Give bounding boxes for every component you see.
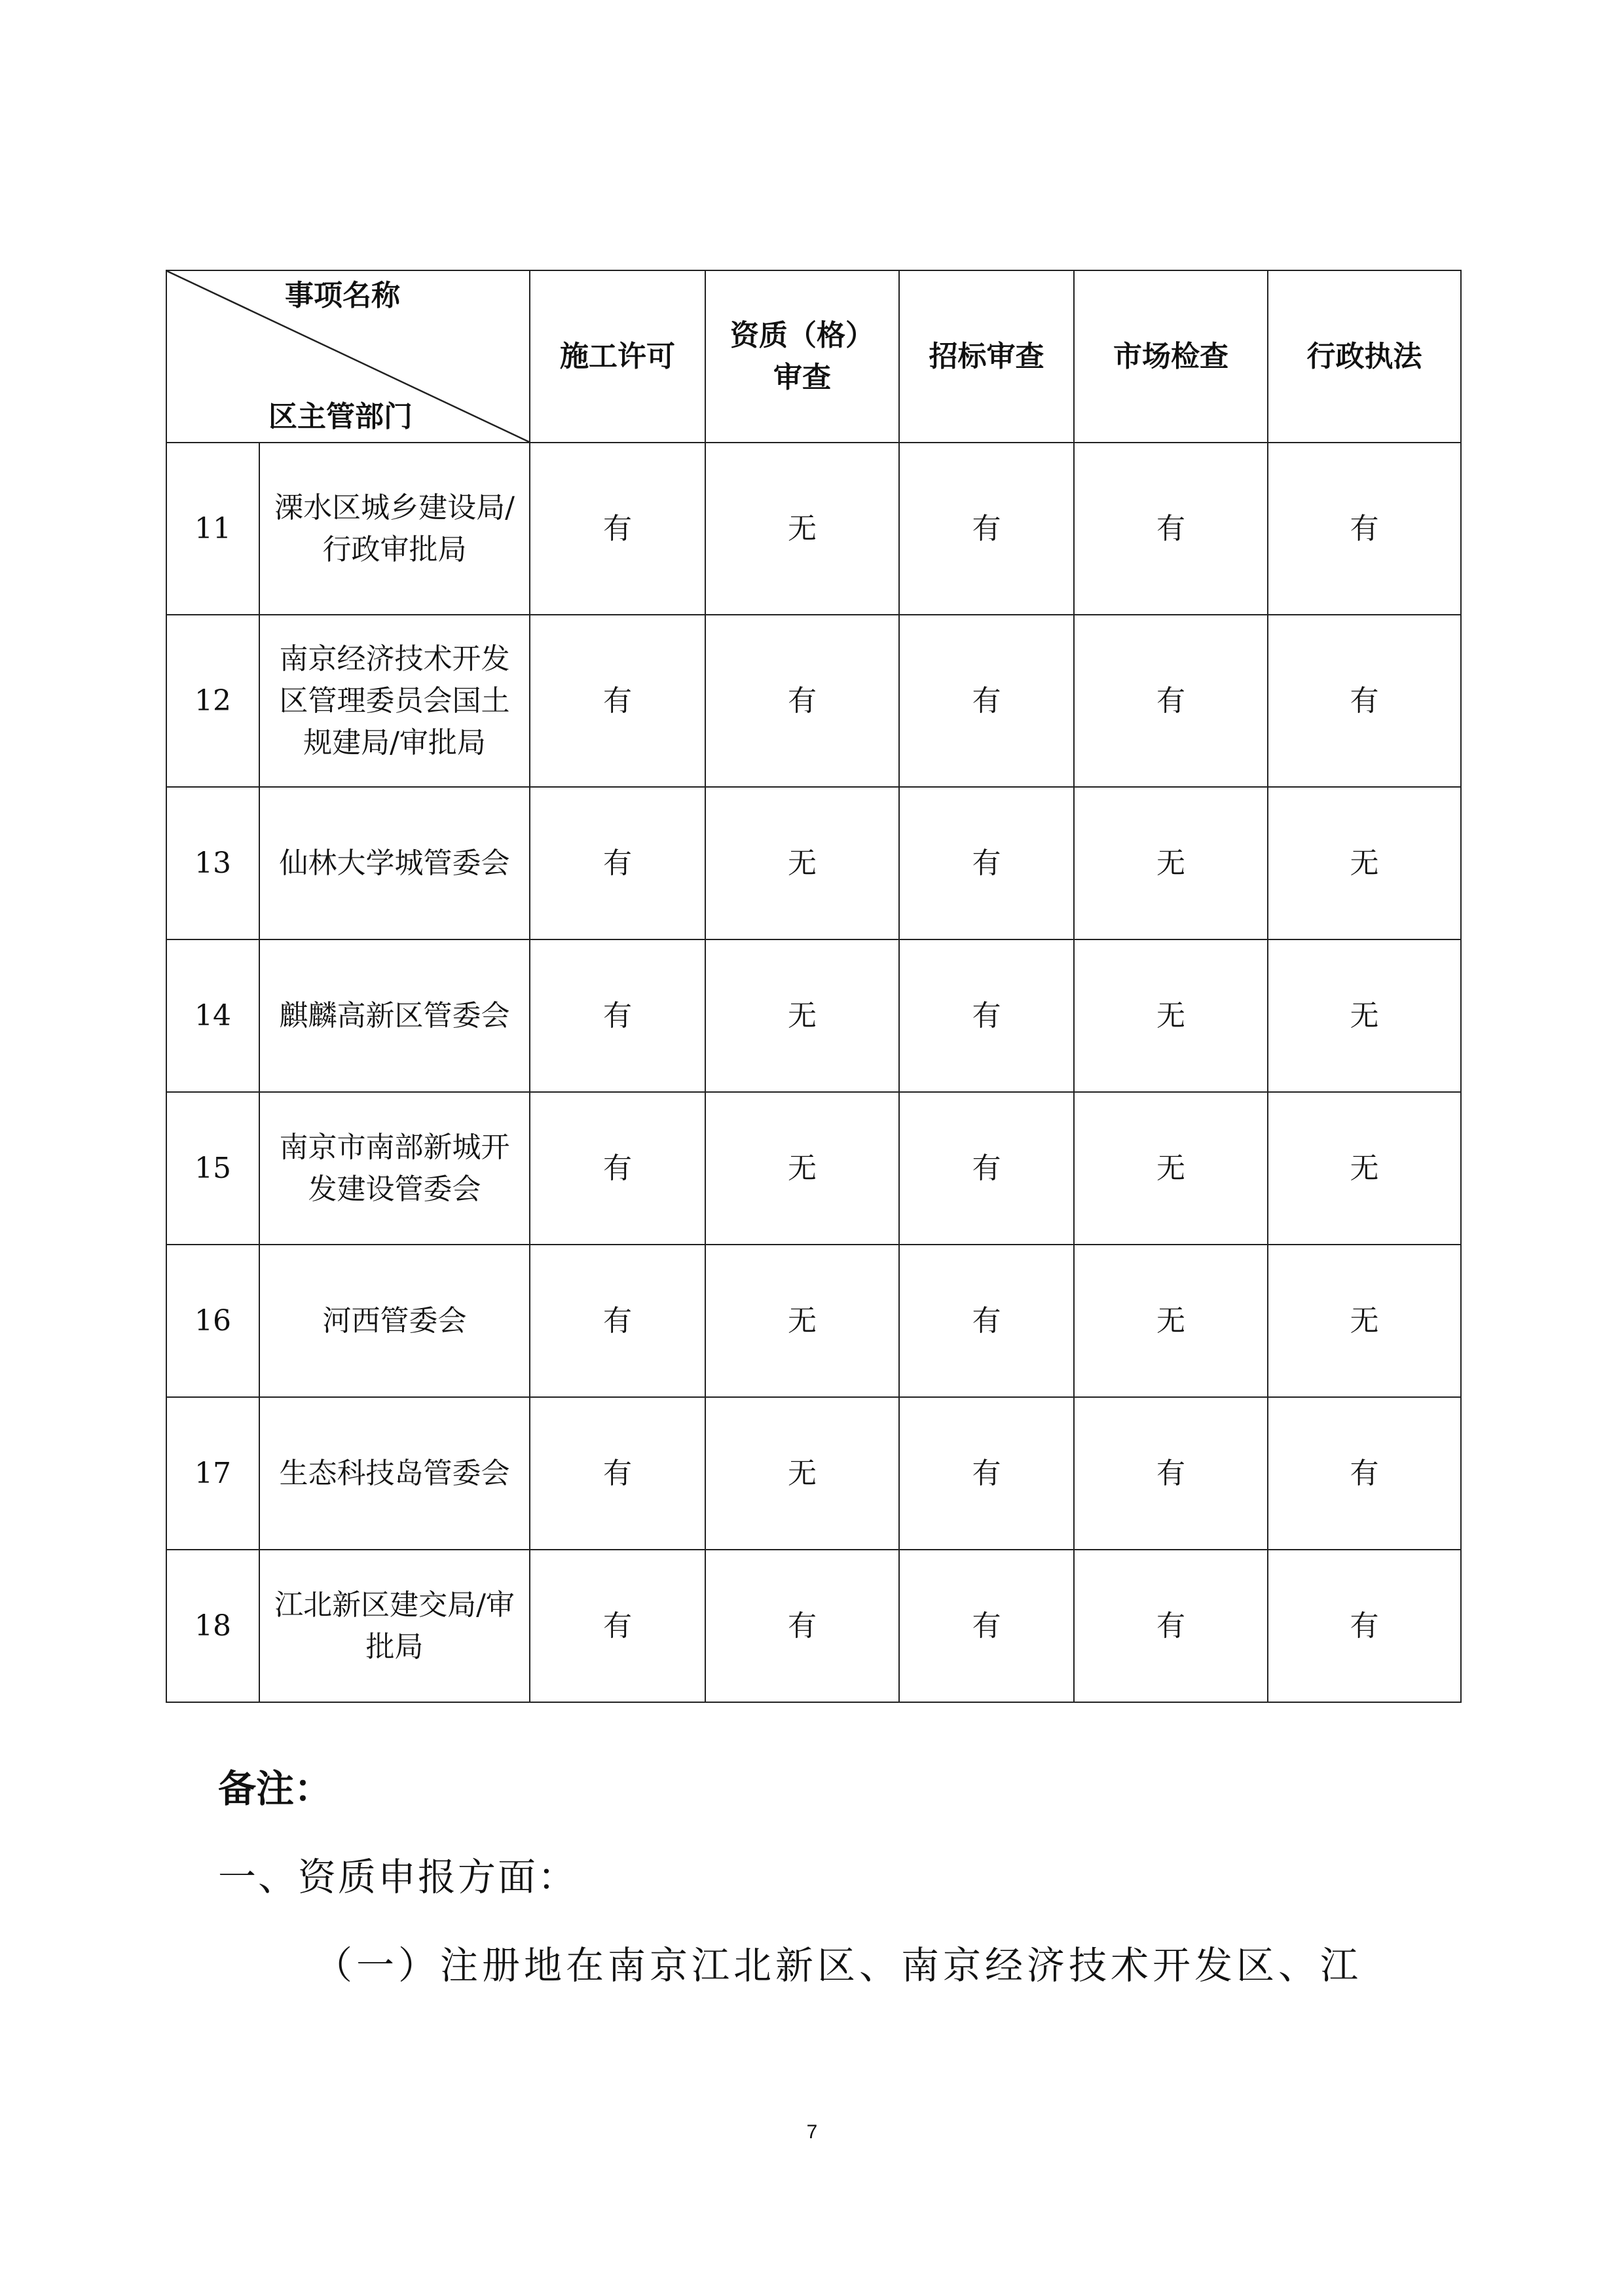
table-header-row [166, 270, 1461, 443]
value-cell: 无 [1074, 939, 1268, 1092]
table-row [166, 1092, 1461, 1245]
table-row [166, 443, 1461, 615]
corner-header-top: 事项名称 [285, 279, 400, 312]
value-cell: 无 [1074, 787, 1268, 939]
table-row [166, 1550, 1461, 1702]
value-cell: 有 [530, 1245, 705, 1397]
value-cell: 无 [1268, 939, 1461, 1092]
value-cell: 有 [899, 615, 1074, 787]
authority-table [166, 270, 1462, 1703]
table-row [166, 1245, 1461, 1397]
value-cell: 有 [705, 1550, 899, 1702]
value-cell: 有 [1268, 443, 1461, 615]
value-cell: 无 [705, 787, 899, 939]
department-cell: 生态科技岛管委会 [259, 1397, 530, 1550]
value-cell: 无 [1268, 787, 1461, 939]
value-cell: 有 [530, 615, 705, 787]
row-number-cell: 18 [166, 1550, 259, 1702]
value-cell: 有 [899, 443, 1074, 615]
row-number-cell: 11 [166, 443, 259, 615]
department-cell: 南京经济技术开发区管理委员会国土规建局/审批局 [259, 615, 530, 787]
value-cell: 无 [1268, 1245, 1461, 1397]
value-cell: 有 [1074, 443, 1268, 615]
value-cell: 有 [899, 939, 1074, 1092]
value-cell: 无 [705, 1397, 899, 1550]
page-number: 7 [806, 2121, 818, 2143]
value-cell: 有 [530, 787, 705, 939]
row-number-cell: 12 [166, 615, 259, 787]
value-cell: 有 [899, 1092, 1074, 1245]
value-cell: 有 [899, 1245, 1074, 1397]
value-cell: 有 [1268, 615, 1461, 787]
value-cell: 无 [705, 939, 899, 1092]
value-cell: 有 [530, 939, 705, 1092]
column-header [705, 270, 899, 443]
value-cell: 无 [705, 1245, 899, 1397]
corner-header-cell [166, 270, 530, 443]
value-cell: 有 [899, 1397, 1074, 1550]
value-cell: 有 [899, 787, 1074, 939]
value-cell: 有 [1074, 1550, 1268, 1702]
value-cell: 有 [705, 615, 899, 787]
column-header: 市场检查 [1074, 270, 1268, 443]
value-cell: 有 [530, 1550, 705, 1702]
value-cell: 无 [1268, 1092, 1461, 1245]
department-cell: 河西管委会 [259, 1245, 530, 1397]
value-cell: 无 [1074, 1092, 1268, 1245]
department-cell: 江北新区建交局/审批局 [259, 1550, 530, 1702]
corner-header-bottom: 区主管部门 [268, 400, 413, 433]
row-number-cell: 17 [166, 1397, 259, 1550]
value-cell: 有 [530, 443, 705, 615]
value-cell: 有 [1268, 1550, 1461, 1702]
remarks-section-heading: 一、资质申报方面： [218, 1855, 578, 1899]
remarks-item-paragraph: （一）注册地在南京江北新区、南京经济技术开发区、江 [314, 1943, 1363, 1988]
table-row [166, 1397, 1461, 1550]
value-cell: 有 [899, 1550, 1074, 1702]
column-header: 行政执法 [1268, 270, 1461, 443]
department-cell: 仙林大学城管委会 [259, 787, 530, 939]
row-number-cell: 16 [166, 1245, 259, 1397]
department-cell: 麒麟高新区管委会 [259, 939, 530, 1092]
department-cell: 南京市南部新城开发建设管委会 [259, 1092, 530, 1245]
column-header-text: 资质（格） 审查 [730, 318, 874, 394]
value-cell: 有 [1074, 615, 1268, 787]
value-cell: 无 [705, 443, 899, 615]
value-cell: 有 [1268, 1397, 1461, 1550]
column-header: 施工许可 [530, 270, 705, 443]
row-number-cell: 15 [166, 1092, 259, 1245]
value-cell: 有 [530, 1092, 705, 1245]
table-row [166, 787, 1461, 939]
value-cell: 无 [705, 1092, 899, 1245]
remarks-title: 备注： [218, 1766, 333, 1811]
row-number-cell: 14 [166, 939, 259, 1092]
table-row [166, 615, 1461, 787]
department-cell: 溧水区城乡建设局/行政审批局 [259, 443, 530, 615]
row-number-cell: 13 [166, 787, 259, 939]
column-header: 招标审查 [899, 270, 1074, 443]
value-cell: 无 [1074, 1245, 1268, 1397]
value-cell: 有 [1074, 1397, 1268, 1550]
table-row [166, 939, 1461, 1092]
value-cell: 有 [530, 1397, 705, 1550]
